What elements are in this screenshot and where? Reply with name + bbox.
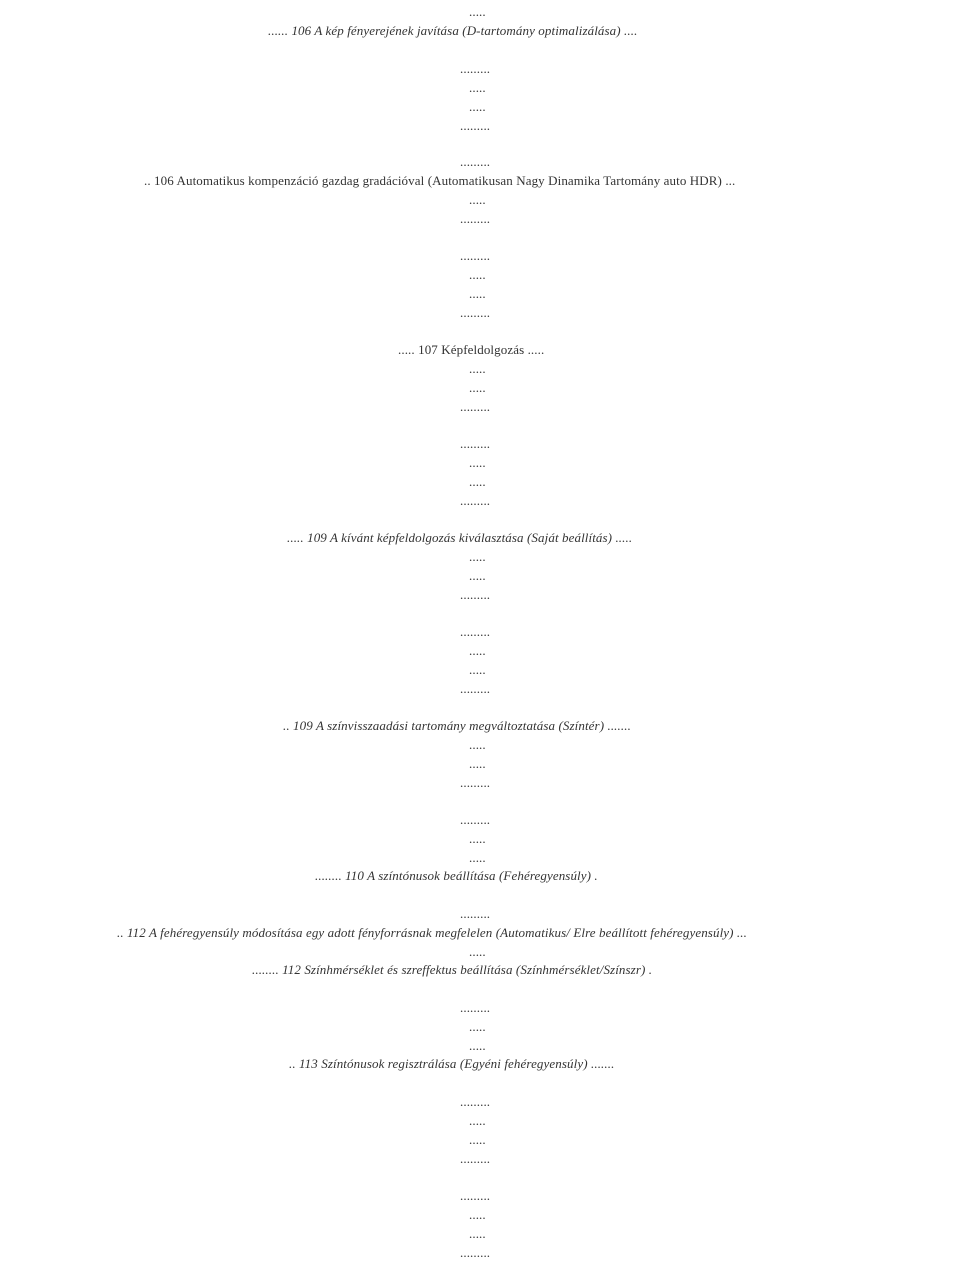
text-line: .........	[460, 1094, 491, 1109]
text-line: .........	[460, 436, 491, 451]
text-line: .....	[469, 850, 486, 865]
text-line: .........	[460, 1188, 491, 1203]
toc-entry-107-image-processing: ..... 107 Képfeldolgozás .....	[398, 342, 545, 357]
text-line: .........	[460, 1000, 491, 1015]
text-line: .....	[469, 1038, 486, 1053]
text-line: .....	[469, 1113, 486, 1128]
text-line: .........	[460, 1245, 491, 1260]
text-line: .........	[460, 118, 491, 133]
text-line: .....	[469, 568, 486, 583]
text-line: .........	[460, 906, 491, 921]
text-line: .........	[460, 154, 491, 169]
toc-entry-112-wb-adjust: .. 112 A fehéregyensúly módosítása egy adott fényforrásnak megfelelen (Automatikus/ Elre beállított fehéregyensúly) ...	[117, 925, 747, 940]
text-line: .....	[469, 756, 486, 771]
text-line: .........	[460, 493, 491, 508]
text-line: .........	[460, 399, 491, 414]
text-line: .....	[469, 80, 486, 95]
text-line: .....	[469, 737, 486, 752]
text-line: .....	[469, 474, 486, 489]
text-line: .....	[469, 1132, 486, 1147]
text-line: .....	[469, 267, 486, 282]
text-line: .........	[460, 1151, 491, 1166]
text-line: .....	[469, 1207, 486, 1222]
text-line: .....	[469, 643, 486, 658]
text-line: .....	[469, 286, 486, 301]
toc-entry-106-brightness: ...... 106 A kép fényerejének javítása (D-tartomány optimalizálása) ....	[268, 23, 638, 38]
text-line: .....	[469, 4, 486, 19]
toc-entry-110-white-balance: ........ 110 A színtónusok beállítása (Fehéregyensúly) .	[315, 868, 598, 883]
text-line: .........	[460, 624, 491, 639]
text-line: .....	[469, 1019, 486, 1034]
text-line: .....	[469, 944, 486, 959]
text-line: .........	[460, 61, 491, 76]
text-line: .........	[460, 775, 491, 790]
text-line: .....	[469, 455, 486, 470]
text-line: .....	[469, 192, 486, 207]
text-line: .....	[469, 831, 486, 846]
text-line: .....	[469, 662, 486, 677]
text-line: .........	[460, 305, 491, 320]
toc-entry-112-color-temperature: ........ 112 Színhmérséklet és szreffektus beállítása (Színhmérséklet/Színszr) .	[252, 962, 653, 977]
toc-entry-109-color-space: .. 109 A színvisszaadási tartomány megváltoztatása (Színtér) .......	[283, 718, 631, 733]
toc-entry-109-custom-setting: ..... 109 A kívánt képfeldolgozás kiválasztása (Saját beállítás) .....	[287, 530, 633, 545]
text-line: .....	[469, 361, 486, 376]
text-line: .........	[460, 211, 491, 226]
text-line: .....	[469, 1226, 486, 1241]
toc-entry-113-custom-wb: .. 113 Színtónusok regisztrálása (Egyéni fehéregyensúly) .......	[289, 1056, 615, 1071]
text-line: .....	[469, 99, 486, 114]
text-line: .........	[460, 681, 491, 696]
text-line: .........	[460, 812, 491, 827]
text-line: .........	[460, 248, 491, 263]
text-line: .....	[469, 549, 486, 564]
text-line: .........	[460, 587, 491, 602]
toc-entry-106-auto-hdr: .. 106 Automatikus kompenzáció gazdag gradációval (Automatikusan Nagy Dinamika Tartomány auto HDR) ...	[144, 173, 736, 188]
text-line: .....	[469, 380, 486, 395]
